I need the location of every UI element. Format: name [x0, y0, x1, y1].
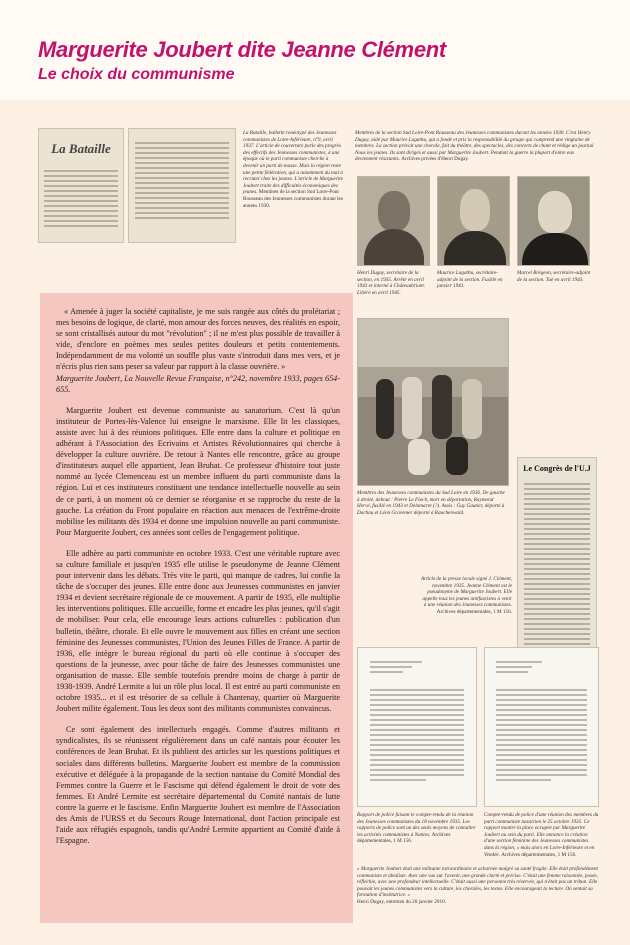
- group-figure-5: [408, 439, 430, 475]
- group-figure-4: [462, 379, 482, 439]
- portrait-shoulders-3: [522, 233, 588, 266]
- clipping-caption-source: Archives départementales, 1 M 156.: [436, 608, 512, 615]
- group-photo: [357, 318, 509, 486]
- portrait-marcel-bregeon: [517, 176, 590, 266]
- police-report-2-caption: [484, 812, 599, 858]
- group-figure-2: [402, 377, 422, 439]
- police-report-1-caption-text: Rapport de police faisant le compte-rendu de la réunion des Jeunesses communistes du 18 novembre 1935. Les rapports de police sont un des seuls moyens de connaître les activités communistes à Nantes.: [357, 812, 476, 838]
- bataille-bulletin-page-1: [38, 128, 124, 243]
- group-figure-3: [432, 375, 452, 439]
- police-report-1-caption: [357, 812, 479, 845]
- bataille-masthead: La Bataille: [51, 141, 111, 156]
- group-figure-1: [376, 379, 394, 439]
- page-subtitle: Le choix du communisme: [38, 66, 235, 83]
- police-report-2-caption-source: Archives départementales, 1 M 156.: [501, 851, 577, 858]
- portrait-maurice-lagathu: [437, 176, 510, 266]
- police-report-2: [484, 647, 599, 807]
- portrait-face-3: [538, 191, 572, 233]
- members-caption-text: Membres de la section Sud Loire-Pont Rousseau des Jeunesses communistes durant les années 1930. C'est Henry Dugay, aidé par Maurice Lagathu, qui a fondé et pris la responsabilité du groupe qui comprend une vingtaine de membres. La section prévoit une chorale, fait du théâtre, des spectacles, des concerts de chant et rédige un journal Nous les jeunes. Ils sont dirigés et aussi par Marguerite Joubert. Pendant la guerre la plupart d'entre eux deviennent résistants.: [355, 130, 594, 163]
- portrait-caption-3: Marcel Brégeon, secrétaire-adjoint de la section. Tué en avril 1943.: [517, 270, 591, 283]
- portrait-face-2: [460, 189, 490, 231]
- bataille-caption-text: La Bataille, bulletin ronéotypé des Jeunesses communistes de Loire-Inférieure, n°9, avril 1937. L'article de couverture parle des progrès des effectifs des Jeunesses communistes, à une époque où le parti communiste cherche à devenir un parti de masse. Mais la région reste une petite fédération, qui a notamment du mal à recruter chez les jeunes. L'article de Marguerite Joubert traite des difficultés économiques des jeunes.: [243, 130, 343, 196]
- group-figure-6: [446, 437, 468, 475]
- portrait-caption-2: Maurice Lagathu, secrétaire-adjoint de la section. Fusillé en janvier 1943.: [437, 270, 503, 290]
- main-quote-source: Marguerite Joubert, La Nouvelle Revue Française, n°242, novembre 1933, pages 654-655.: [56, 373, 340, 394]
- page-title: Marguerite Joubert dite Jeanne Clément: [38, 37, 446, 62]
- clipping-headline: Le Congrès de l'U.J: [523, 464, 591, 473]
- police-report-1: [357, 647, 477, 807]
- clipping-caption-text: Article de la presse locale signé J. Clément, novembre 1935. Jeanne Clément est le pseudonyme de Marguerite Joubert. Elle appelle tous les jeunes antifascistes à venir à une réunion des Jeunesses communistes.: [421, 576, 512, 609]
- police-report-2-caption-text: Compte-rendu de police d'une réunion des membres du parti communiste nazairien le 25 octobre 1935. Ce rapport montre la place occupée par Marguerite Joubert au sein du parti. Elle annonce la création d'une section féminine des Jeunesses communistes dans la région, « mais alors en Loire-Inférieure et en Vendée.: [484, 812, 599, 858]
- main-paragraph-2: Elle adhère au parti communiste en octobre 1933. C'est une véritable rupture avec sa culture familiale et jusqu'en 1935 elle utilise le pseudonyme de Jeanne Clément pour intervenir dans les débats. Très vite le parti, qui manque de cadres, lui confie la tâche de s'occuper des jeunes. Elle entre donc aux Jeunesses communistes en janvier 1934 et devient secrétaire régionale de ce mouvement. A partir de 1935, elle multiplie les interventions politiques. Elle accueille, forme et encadre les plus jeunes, qu'il s'agit de mobiliser. Pour cela, elle encourage leurs actions culturelles : publication d'un bulletin, théâtre, chorale. Et elle ouvre le mouvement aux filles en créant une section féminine des Jeunesses communistes, l'Union des Jeunes Filles de France. A partir de 1936, elle intègre le bureau régional du parti où elle continue à s'occuper des questions de la jeunesse, avec pour tâche de faire des Jeunesses communistes une organisation de masse. Elle semble toutefois prendre moins de charge à partir de 1938-1939. André Lermite a lui un rôle plus local. Il est entré au parti communiste en octobre 1935... et il est trésorier de sa cellule à Chantenay, quartier où Marguerite Joubert milite également. Tous les deux sont des militants communistes convaincus.: [56, 548, 340, 714]
- main-quote: « Amenée à juger la société capitaliste, je me suis rangée aux côtés du prolétariat ; mes besoins de logique, de clarté, mon amour des forces neuves, des réalités en espoir, se sont cristallisés autour du mot "révolution" ; il ne m'est plus possible de travailler à vide, d'enclore en poèmes mes seules petites douleurs et petits contentements. Indépendamment de ma volonté un souffle plus vaste s'introduit dans mes vers, et je n'écris plus rien sans peser sa valeur par rapport à la classe ouvrière. »: [56, 307, 340, 372]
- testimony-source: Henri Dugay, entretien du 20 janvier 2010.: [357, 898, 446, 905]
- testimony-caption: [357, 866, 599, 906]
- portrait-henri-dugay: [357, 176, 430, 266]
- clipping-caption: [420, 576, 512, 616]
- members-caption: [355, 130, 595, 163]
- main-paragraph-1: Marguerite Joubert est devenue communiste au sanatorium. C'est là qu'un instituteur de Portes-lès-Valence lui enseigne le marxisme. Elle lit les classiques, assiste avec lui à des réunions politiques. Elle entre dans la culture et politique en adhérant à l'Association des Ecrivains et Artistes Révolutionnaires qui cherche à développer la culture ouvrière. De retour à Nantes elle rencontre, grâce au groupe d'instituteurs auquel elle appartient, Jean Bruhat. Ce professeur d'histoire tout juste nommé au lycée Clemenceau est un membre influent du parti communiste dans la région. Lui et ces instituteurs constituent une tendance intellectuelle nouvelle au sein de ce parti, à un moment où ce dernier se réorganise et se rapproche du reste de la gauche. La création du Front populaire en réaction aux menaces de l'extrême-droite mobilise les militants dès 1934 et donne une impulsion nouvelle au parti communiste. Pour Marguerite Joubert, ces années sont celles de l'engagement politique.: [56, 405, 340, 537]
- bataille-caption-source: Membres de la section Sud Loire-Pont Rousseau des Jeunesses communistes durant les années 1930.: [243, 189, 343, 209]
- group-caption: Membres des Jeunesses communistes du Sud Loire en 1936. De gauche à droite, debout : Pierre Le Floch, mort en déportation, Raymond Hervé, fusillé en 1943 et Delamarre (?). Assis : Guy Gautier, déporté à Dachau et Léon Gravemer déporté à Rauchenwald.: [357, 490, 505, 516]
- bataille-caption: [243, 130, 343, 209]
- portrait-caption-1: Henri Dugay, secrétaire de la section, en 1935. Arrêté en avril 1943 et interné à Châteaubriant. Libéré en avril 1945.: [357, 270, 426, 296]
- main-text: [56, 306, 340, 856]
- bataille-bulletin-page-2: [128, 128, 236, 243]
- testimony-text: « Marguerite Joubert était une militante extraordinaire et acharnée malgré sa santé fragile. Elle était profondément communiste et idéaliste. Avec une vue sur l'avenir, une grande clarté et précise. C'était une femme raisonnée, posée, réfléchie, avec une profondeur intellectuelle. C'était aussi une personne très réservée, qui n'était pas un tribun. Elle pouvait les jeunes communistes vers la culture, les chorales, les textes. Elle encourageait la lecture. On sentait sa formation d'institutrice. »: [357, 866, 598, 899]
- main-paragraph-3: Ce sont également des intellectuels engagés. Comme d'autres militants et syndicalistes, ils se réunissent régulièrement dans un café nantais pour écouter les conférences de Jean Bruhat. Et ils publient des articles sur les questions politiques et sociales dans différents bulletins. Marguerite Joubert est membre de la commission exécutive et déléguée à la propagande de la section nantaise du Comité Mondial des Femmes contre la Guerre et le Fascisme qui défend également le droit de vote des femmes. Et André Lermite est secrétaire départemental du Comité nantais de lutte contre la guerre et le fascisme. Enfin Marguerite Joubert est membre de l'Association des Amis de l'URSS et du Secours Rouge International, dont l'action principale est l'aide aux réfugiés espagnols, tandis qu'André Lermite appartient au Comité d'aide à l'Espagne.: [56, 725, 340, 846]
- police-report-1-caption-source: Archives départementales, 1 M 156.: [357, 831, 451, 845]
- portrait-shoulders-2: [444, 231, 506, 266]
- members-caption-source: Archives privées d'Henri Dugay.: [401, 156, 469, 163]
- portrait-shoulders-1: [364, 229, 424, 266]
- portrait-face-1: [378, 191, 410, 231]
- group-photo-sky: [358, 319, 508, 367]
